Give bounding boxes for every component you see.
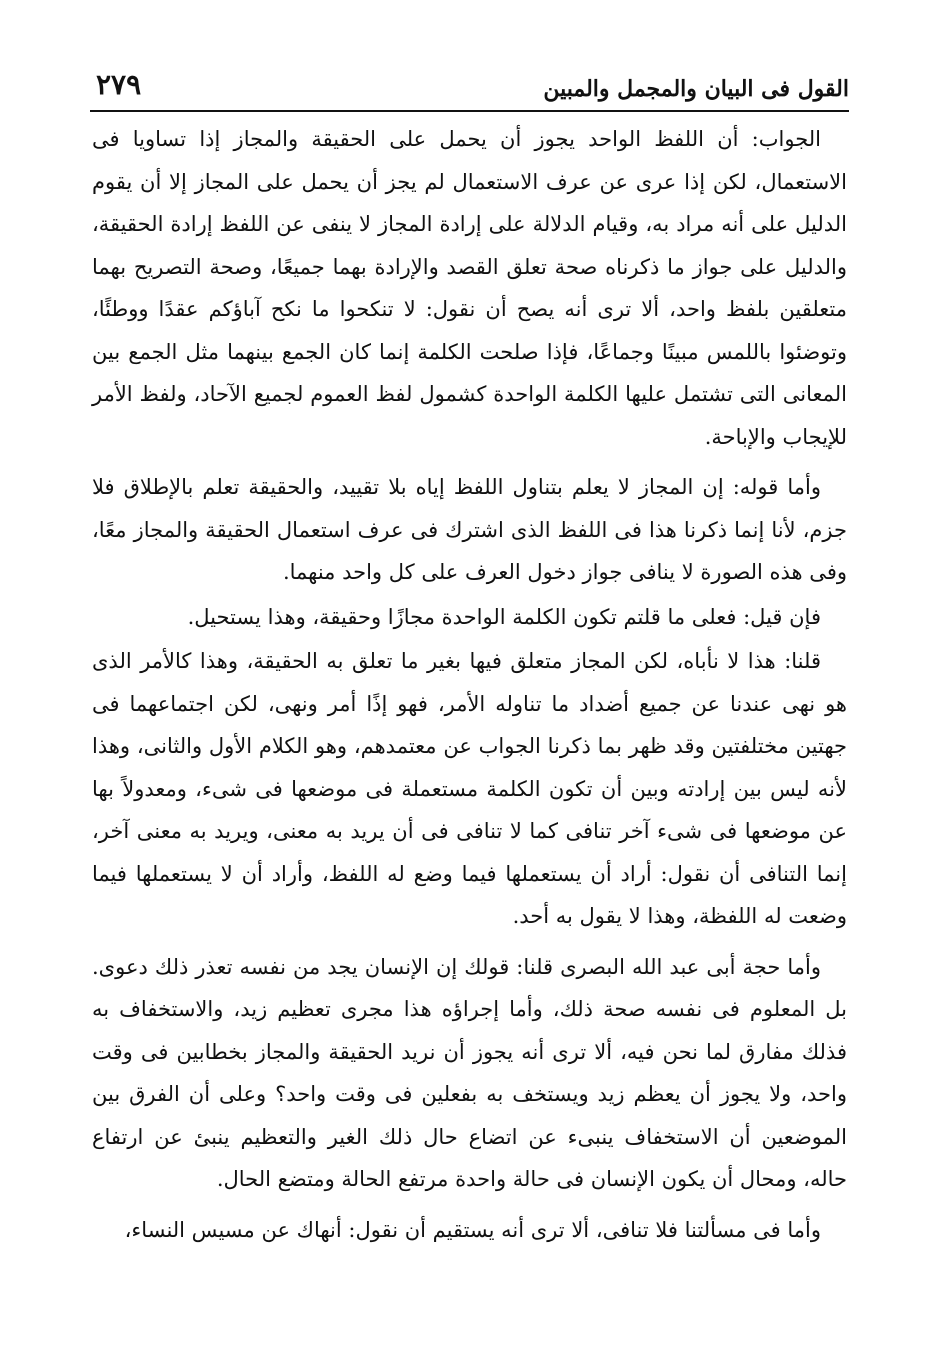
page-number: ٢٧٩: [96, 68, 142, 101]
paragraph-objection: فإن قيل: فعلى ما قلتم تكون الكلمة الواحدة مجازًا وحقيقة، وهذا يستحيل.: [187, 604, 821, 629]
header-rule: [90, 110, 849, 112]
page-header: [90, 64, 849, 110]
running-title: القول فى البيان والمجمل والمبين: [543, 76, 849, 102]
paragraph-reply-to-statement: وأما قوله: إن المجاز لا يعلم بتناول اللفظ إياه بلا تقييد، والحقيقة تعلم بالإطلاق فلا جزم، لأنا إنما ذكرنا هذا فى اللفظ الذى اشترك فى عرف استعمال الحقيقة والمجاز معًا، وفى هذه الصورة لا ينافى جواز دخول العرف على كل واحد منهما.: [92, 475, 847, 584]
paragraph-our-issue: وأما فى مسألتنا فلا تنافى، ألا ترى أنه يستقيم أن نقول: أنهاك عن مسيس النساء،: [124, 1217, 821, 1242]
body-text: [92, 118, 847, 1251]
paragraph-response: قلنا: هذا لا نأباه، لكن المجاز متعلق فيها بغير ما تعلق به الحقيقة، وهذا كالأمر الذى هو نهى عندنا عن جميع أضداد ما تناوله الأمر، فهو إذًا أمر ونهى، لكن اجتماعهما فى جهتين مختلفتين وقد ظهر بما ذكرنا الجواب عن معتمدهم، وهو الكلام الأول والثانى، وهذا لأنه ليس بين إرادته وبين أن تكون الكلمة مستعملة فى موضعها فى شىء، ومعدولاً بها عن موضعها فى شىء آخر تنافى كما لا تنافى فى أن يريد به معنى، ويريد به معنى آخر، إنما التنافى أن نقول: أراد أن يستعملها فيما وضع له اللفظ، وأراد أن لا يستعملها فيما وضعت له اللفظة، وهذا لا يقول به أحد.: [92, 649, 847, 928]
paragraph-answer: الجواب: أن اللفظ الواحد يجوز أن يحمل على الحقيقة والمجاز إذا تساويا فى الاستعمال، لكن إذا عرى عن عرف الاستعمال لم يجز أن يحمل على المجاز إلا أن يقوم الدليل على أنه مراد به، وقيام الدلالة على إرادة المجاز لا ينفى عن اللفظ إرادة الحقيقة، والدليل على جواز ما ذكرناه صحة تعلق القصد والإرادة بهما جميعًا، وصحة التصريح بهما متعلقين بلفظ واحد، ألا ترى أنه يصح أن نقول: لا تنكحوا ما نكح آباؤكم عقدًا ووطئًا، وتوضئوا باللمس مبينًا وجماعًا، فإذا صلحت الكلمة إنما كان الجمع بينهما مثل الجمع بين المعانى التى تشتمل عليها الكلمة الواحدة كشمول لفظ العموم لجميع الآحاد، ولفظ الأمر للإيجاب والإباحة.: [92, 127, 847, 449]
paragraph-basri-argument: وأما حجة أبى عبد الله البصرى قلنا: قولك إن الإنسان يجد من نفسه تعذر ذلك دعوى. بل المعلوم فى نفسه صحة ذلك، وأما إجراؤه هذا مجرى تعظيم زيد، والاستخفاف به فذلك مفارق لما نحن فيه، ألا ترى أنه يجوز أن نريد الحقيقة والمجاز بخطابين فى وقت واحد، ولا يجوز أن يعظم زيد ويستخف به بفعلين فى وقت واحد؟ وعلى أن الفرق بين الموضعين أن الاستخفاف ينبىء عن اتضاع حال ذلك الغير والتعظيم ينبئ عن ارتفاع حاله، ومحال أن يكون الإنسان فى حالة واحدة مرتفع الحالة ومتضع الحال.: [92, 954, 847, 1191]
